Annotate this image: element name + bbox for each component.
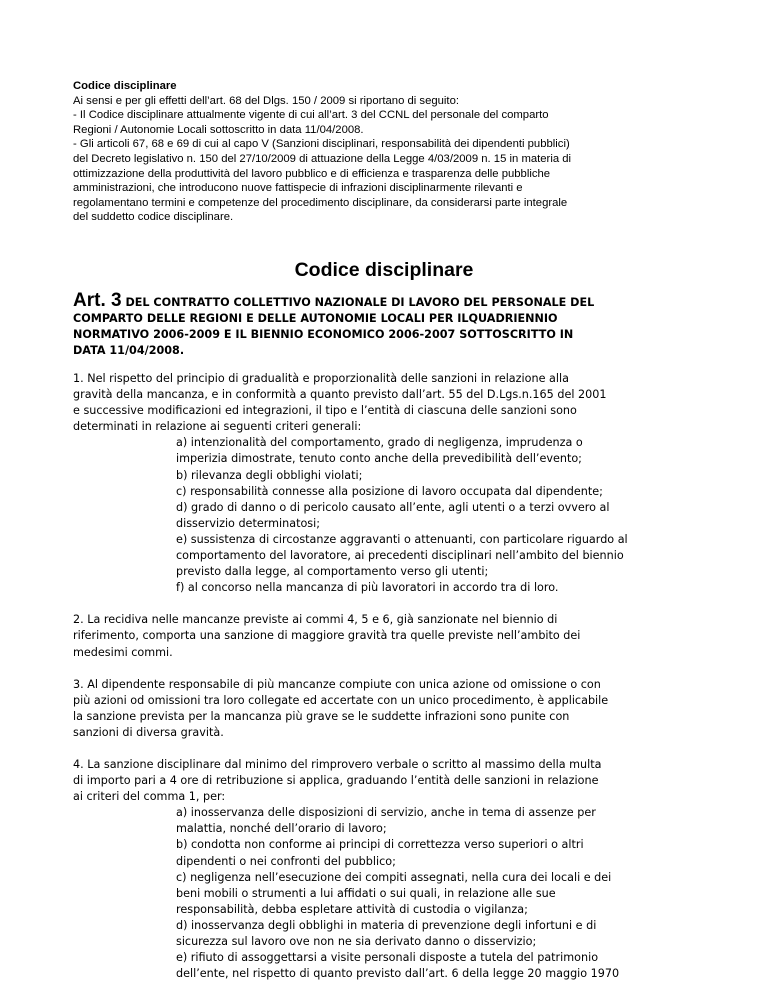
list-item-line: f) al concorso nella mancanza di più lavoratori in accordo tra di loro.	[176, 581, 559, 595]
paragraph-line: la sanzione prevista per la mancanza più grave se le suddette infrazioni sono punite con	[73, 709, 570, 723]
paragraph-line: riferimento, comporta una sanzione di maggiore gravità tra quelle previste nell’ambito dei	[73, 629, 581, 643]
article-heading-line: NORMATIVO 2006-2009 E IL BIENNIO ECONOMICO 2006-2007 SOTTOSCRITTO IN	[73, 328, 574, 341]
list-item-line: imperizia dimostrate, tenuto conto anche della prevedibilità dell’evento;	[176, 452, 582, 466]
list-item-line: beni mobili o strumenti a lui affidati o sui quali, in relazione alle sue	[176, 886, 556, 900]
page-title: Codice disciplinare	[294, 259, 474, 281]
intro-line: del Decreto legislativo n. 150 del 27/10/2009 di attuazione della Legge 4/03/2009 n. 15 in materia di	[73, 152, 572, 165]
paragraph-line: 1. Nel rispetto del principio di gradualità e proporzionalità delle sanzioni in relazione alla	[73, 372, 569, 385]
paragraph-line: 4. La sanzione disciplinare dal minimo del rimprovero verbale o scritto al massimo della multa	[73, 757, 602, 771]
list-item-line: responsabilità, debba espletare attività di custodia o vigilanza;	[176, 902, 528, 916]
paragraph-line: e successive modificazioni ed integrazioni, il tipo e l’entità di ciascuna delle sanzioni sono	[73, 404, 577, 418]
paragraph-line: più azioni od omissioni tra loro collegate ed accertate con un unico procedimento, è applicabile	[73, 693, 609, 707]
article-heading	[73, 290, 713, 359]
list-item-line: a) inosservanza delle disposizioni di servizio, anche in tema di assenze per	[176, 806, 596, 820]
paragraph-line: sanzioni di diversa gravità.	[73, 725, 224, 739]
paragraph-line: di importo pari a 4 ore di retribuzione si applica, graduando l’entità delle sanzioni in relazione	[73, 774, 599, 788]
list-item-line: sicurezza sul lavoro ove non ne sia derivato danno o disservizio;	[176, 935, 537, 948]
intro-line: regolamentano termini e competenze del procedimento disciplinare, da considerarsi parte integrale	[73, 196, 568, 209]
paragraph-2	[73, 612, 713, 660]
list-item-line: disservizio determinatosi;	[176, 516, 321, 530]
list-item-line: e) sussistenza di circostanze aggravanti o attenuanti, con particolare riguardo al	[176, 532, 628, 546]
intro-line: Regioni / Autonomie Locali sottoscritto in data 11/04/2008.	[73, 123, 364, 136]
intro-line: Ai sensi e per gli effetti dell’art. 68 del Dlgs. 150 / 2009 si riportano di seguito:	[73, 94, 459, 107]
article-heading-line: COMPARTO DELLE REGIONI E DELLE AUTONOMIE LOCALI PER ILQUADRIENNIO	[73, 312, 558, 325]
paragraph-line: 2. La recidiva nelle mancanze previste ai commi 4, 5 e 6, già sanzionate nel biennio di	[73, 613, 558, 627]
paragraph-line: ai criteri del comma 1, per:	[73, 790, 226, 804]
list-item-line: c) negligenza nell’esecuzione dei compiti assegnati, nella cura dei locali e dei	[176, 870, 612, 884]
list-item-line: dell’ente, nel rispetto di quanto previsto dall’art. 6 della legge 20 maggio 1970	[176, 967, 620, 981]
intro-line: del suddetto codice disciplinare.	[73, 211, 234, 224]
list-item-line: b) rilevanza degli obblighi violati;	[176, 468, 363, 482]
list-item-line: b) condotta non conforme ai principi di correttezza verso superiori o altri	[176, 838, 584, 852]
paragraph-line: 3. Al dipendente responsabile di più mancanze compiute con unica azione od omissione o con	[73, 677, 601, 691]
paragraph-4	[73, 757, 713, 982]
intro-line: amministrazioni, che introducono nuove fattispecie di infrazioni disciplinarmente rilevanti e	[73, 182, 523, 195]
list-item-line: dipendenti o nei confronti del pubblico;	[176, 854, 396, 868]
intro-heading: Codice disciplinare	[73, 80, 177, 92]
intro-line: - Il Codice disciplinare attualmente vigente di cui all’art. 3 del CCNL del personale del comparto	[73, 109, 549, 122]
list-item-line: previsto dalla legge, al comportamento verso gli utenti;	[176, 565, 489, 579]
list-item-line: c) responsabilità connesse alla posizione di lavoro occupata dal dipendente;	[176, 484, 603, 498]
list-item-line: a) intenzionalità del comportamento, grado di negligenza, imprudenza o	[176, 436, 583, 450]
article-heading-line: DEL CONTRATTO COLLETTIVO NAZIONALE DI LAVORO DEL PERSONALE DEL	[125, 296, 595, 309]
list-item-line: malattia, nonché dell’orario di lavoro;	[176, 822, 387, 836]
list-item-line: comportamento del lavoratore, ai precedenti disciplinari nell’ambito del biennio	[176, 549, 624, 563]
intro-line: - Gli articoli 67, 68 e 69 di cui al capo V (Sanzioni disciplinari, responsabilità dei dipendenti pubblici)	[73, 138, 570, 151]
article-body	[73, 371, 713, 998]
intro-section	[73, 79, 713, 225]
paragraph-3	[73, 677, 713, 741]
list-item-line: d) inosservanza degli obblighi in materia di prevenzione degli infortuni e di	[176, 918, 597, 932]
list-item-line: d) grado di danno o di pericolo causato all’ente, agli utenti o a terzi ovvero al	[176, 500, 610, 514]
article-heading-line: DATA 11/04/2008.	[73, 344, 185, 357]
paragraph-line: gravità della mancanza, e in conformità a quanto previsto dall’art. 55 del D.Lgs.n.165 del 2001	[73, 388, 607, 402]
paragraph-line: determinati in relazione ai seguenti criteri generali:	[73, 420, 362, 434]
paragraph-1	[73, 371, 713, 596]
list-item-line: e) rifiuto di assoggettarsi a visite personali disposte a tutela del patrimonio	[176, 951, 599, 965]
paragraph-line: medesimi commi.	[73, 645, 173, 659]
intro-line: ottimizzazione della produttività del lavoro pubblico e di efficienza e trasparenza delle pubbliche	[73, 167, 551, 180]
article-label: Art. 3	[73, 290, 122, 311]
